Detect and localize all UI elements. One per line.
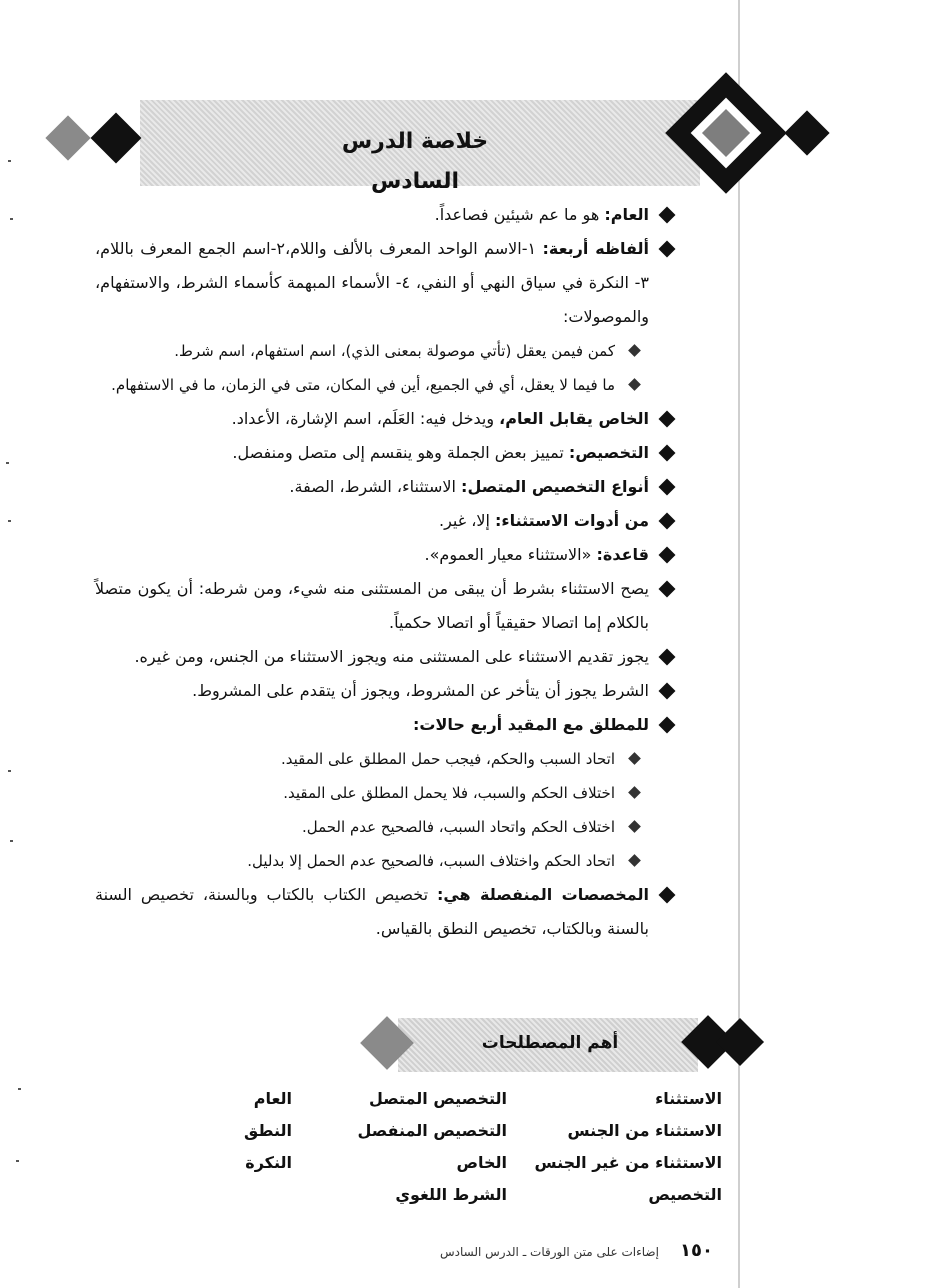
sub-item-text: اتحاد السبب والحكم، فيجب حمل المطلق على المقيد.	[281, 750, 615, 768]
scan-speck	[10, 840, 13, 842]
sub-item	[95, 810, 673, 844]
small-diamond-bullet-icon	[628, 344, 641, 357]
item-label: قاعدة:	[596, 545, 649, 564]
summary-list	[95, 198, 673, 946]
item-text: «الاستثناء معيار العموم».	[424, 545, 597, 564]
sub-item-text: ما فيما لا يعقل، أي في الجميع، أين في المكان، متى في الزمان، ما في الاستفهام.	[111, 376, 615, 394]
scan-speck	[10, 218, 13, 220]
term: الاستثناء من غير الجنس	[534, 1153, 722, 1172]
term: النكرة	[245, 1153, 292, 1172]
term: الخاص	[456, 1153, 507, 1172]
term: التخصيص المتصل	[368, 1089, 507, 1108]
diamond-bullet-icon	[659, 683, 676, 700]
diamond-bullet-icon	[659, 513, 676, 530]
sub-item	[95, 334, 673, 368]
margin-rule	[738, 0, 740, 1288]
sub-item	[95, 844, 673, 878]
list-item	[95, 504, 673, 538]
list-item	[95, 878, 673, 946]
diamond-bullet-icon	[659, 207, 676, 224]
sub-item-text: اختلاف الحكم واتحاد السبب، فالصحيح عدم الحمل.	[301, 818, 615, 836]
term: الشرط اللغوي	[395, 1185, 507, 1204]
scan-speck	[8, 520, 11, 522]
key-terms	[230, 1084, 722, 1214]
diamond-bullet-icon	[659, 649, 676, 666]
diamond-ornament-icon	[716, 1018, 764, 1066]
diamond-ornament-icon	[784, 110, 829, 155]
small-diamond-bullet-icon	[628, 854, 641, 867]
sub-item-text: كمن فيمن يعقل (تأتي موصولة بمعنى الذي)، اسم استفهام، اسم شرط.	[174, 342, 615, 360]
running-title: إضاءات على متن الورقات ـ الدرس السادس	[440, 1245, 659, 1259]
term: الاستثناء من الجنس	[567, 1121, 722, 1140]
list-item	[95, 198, 673, 232]
item-text: الشرط يجوز أن يتأخر عن المشروط، ويجوز أن يتقدم على المشروط.	[192, 681, 649, 700]
item-label: التخصيص:	[568, 443, 649, 462]
sub-item	[95, 368, 673, 402]
item-label: أنواع التخصيص المتصل:	[461, 477, 649, 496]
diamond-bullet-icon	[659, 411, 676, 428]
item-text: ويدخل فيه: العَلَم، اسم الإشارة، الأعداد.	[231, 409, 500, 428]
scan-speck	[8, 160, 11, 162]
term: التخصيص المنفصل	[357, 1121, 507, 1140]
list-item	[95, 572, 673, 640]
diamond-bullet-icon	[659, 547, 676, 564]
diamond-ornament-icon	[45, 115, 90, 160]
diamond-bullet-icon	[659, 445, 676, 462]
scan-speck	[18, 1088, 21, 1090]
sub-item-text: اختلاف الحكم والسبب، فلا يحمل المطلق على المقيد.	[283, 784, 615, 802]
page-number: ١٥٠	[680, 1240, 713, 1261]
small-diamond-bullet-icon	[628, 820, 641, 833]
item-text: ١-الاسم الواحد المعرف بالألف واللام،٢-اسم الجمع المعرف باللام، ٣- النكرة في سياق النهي أو النفي، ٤- الأسماء المبهمة كأسماء الشرط، والاستفهام، والموصولات:	[95, 239, 649, 326]
item-label: من أدوات الاستثناء:	[495, 511, 649, 530]
small-diamond-bullet-icon	[628, 378, 641, 391]
list-item	[95, 708, 673, 742]
diamond-ornament-icon	[91, 113, 142, 164]
item-text: تخصيص الكتاب بالكتاب وبالسنة، تخصيص السنة بالسنة وبالكتاب، تخصيص النطق بالقياس.	[95, 885, 649, 938]
item-text: هو ما عم شيئين فصاعداً.	[434, 205, 605, 224]
item-label: العام:	[604, 205, 649, 224]
small-diamond-bullet-icon	[628, 786, 641, 799]
list-item	[95, 232, 673, 334]
term: الاستثناء	[655, 1089, 722, 1108]
item-text: إلا، غير.	[439, 511, 496, 530]
term: النطق	[243, 1121, 292, 1140]
list-item	[95, 436, 673, 470]
item-text: الاستثناء، الشرط، الصفة.	[289, 477, 462, 496]
section-title: خلاصة الدرس السادس	[341, 129, 489, 194]
diamond-bullet-icon	[659, 241, 676, 258]
scan-speck	[16, 1160, 19, 1162]
sub-item	[95, 742, 673, 776]
item-label: ألفاظه أربعة:	[542, 239, 649, 258]
terms-title: أهم المصطلحات	[481, 1033, 619, 1053]
term: التخصيص	[648, 1185, 722, 1204]
item-text: يجوز تقديم الاستثناء على المستثنى منه ويجوز الاستثناء من الجنس، ومن غيره.	[134, 647, 649, 666]
item-label: الخاص يقابل العام،	[499, 409, 649, 428]
item-label: المخصصات المنفصلة هي:	[436, 885, 650, 904]
scan-speck	[6, 462, 9, 464]
list-item	[95, 470, 673, 504]
list-item	[95, 674, 673, 708]
diamond-bullet-icon	[659, 479, 676, 496]
list-item	[95, 538, 673, 572]
list-item	[95, 640, 673, 674]
list-item	[95, 402, 673, 436]
item-label: للمطلق مع المقيد أربع حالات:	[413, 715, 649, 734]
sub-item-text: اتحاد الحكم واختلاف السبب، فالصحيح عدم الحمل إلا بدليل.	[247, 852, 615, 870]
small-diamond-bullet-icon	[628, 752, 641, 765]
diamond-bullet-icon	[659, 717, 676, 734]
item-text: يصح الاستثناء بشرط أن يبقى من المستثنى منه شيء، ومن شرطه: أن يكون متصلاً بالكلام إما اتصالا حقيقياً أو اتصالا حكمياً.	[95, 579, 649, 632]
item-text: تمييز بعض الجملة وهو ينقسم إلى متصل ومنفصل.	[232, 443, 569, 462]
scan-speck	[8, 770, 11, 772]
diamond-bullet-icon	[659, 581, 676, 598]
diamond-bullet-icon	[659, 887, 676, 904]
sub-item	[95, 776, 673, 810]
term: العام	[253, 1089, 292, 1108]
